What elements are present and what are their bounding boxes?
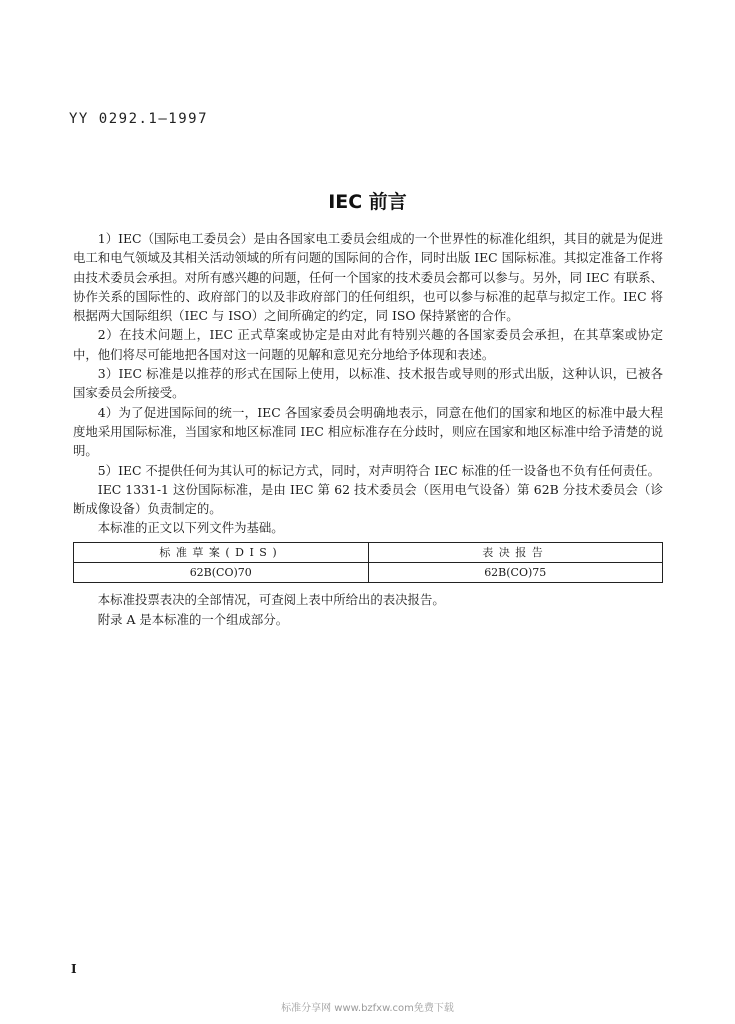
paragraph-1: 1）IEC（国际电工委员会）是由各国家电工委员会组成的一个世界性的标准化组织，其目的就是为促进电工和电气领域及其相关活动领域的所有问题的国际间的合作，同时出版 IEC 国际标准。其拟定准备工作将由技术委员会承担。对所有感兴趣的问题，任何一个国家的技术委员会都可以参与。另外，同 IEC 有联系、协作关系的国际性的、政府部门的以及非政府部门的任何组织，也可以参与标准的起草与拟定工作。IEC 将根据两大国际组织（IEC 与 ISO）之间所确定的约定，同 ISO 保持紧密的合作。 [73,231,663,324]
table-header-voting-report: 表决报告 [368,542,663,562]
paragraph-5: 5）IEC 不提供任何为其认可的标记方式，同时，对声明符合 IEC 标准的任一设备也不负有任何责任。 [97,462,660,478]
page-title: IEC 前言 [328,191,407,213]
paragraph-4: 4）为了促进国际间的统一，IEC 各国家委员会明确地表示，同意在他们的国家和地区的标准中最大程度地采用国际标准，当国家和地区标准同 IEC 相应标准存在分歧时，则应在国家和地区标准中给予清楚的说明。 [73,404,663,459]
voting-documents-table [73,542,663,584]
table-header-row [74,542,663,562]
paragraph-table-intro: 本标准的正文以下列文件为基础。 [97,520,284,536]
page-number: I [71,962,77,976]
paragraph-annex-note: 附录 A 是本标准的一个组成部分。 [97,611,289,627]
paragraph-voting-info: 本标准投票表决的全部情况，可查阅上表中所给出的表决报告。 [97,592,445,608]
table-cell-voting-report: 62B(CO)75 [368,563,663,583]
table-cell-draft: 62B(CO)70 [74,563,369,583]
watermark-text: 标准分享网 www.bzfxw.com免费下载 [281,1003,454,1014]
table-row [74,563,663,583]
document-body [73,229,663,629]
paragraph-standard-origin: IEC 1331-1 这份国际标准，是由 IEC 第 62 技术委员会（医用电气设备）第 62B 分技术委员会（诊断成像设备）负责制定的。 [73,481,663,517]
table-header-draft: 标准草案(DIS) [74,542,369,562]
standard-number: YY 0292.1—1997 [69,111,209,127]
paragraph-3: 3）IEC 标准是以推荐的形式在国际上使用，以标准、技术报告或导则的形式出版，这种认识，已被各国家委员会所接受。 [73,366,663,401]
paragraph-2: 2）在技术问题上，IEC 正式草案或协定是由对此有特别兴趣的各国家委员会承担，在其草案或协定中，他们将尽可能地把各国对这一问题的见解和意见充分地给予体现和表述。 [73,327,663,362]
